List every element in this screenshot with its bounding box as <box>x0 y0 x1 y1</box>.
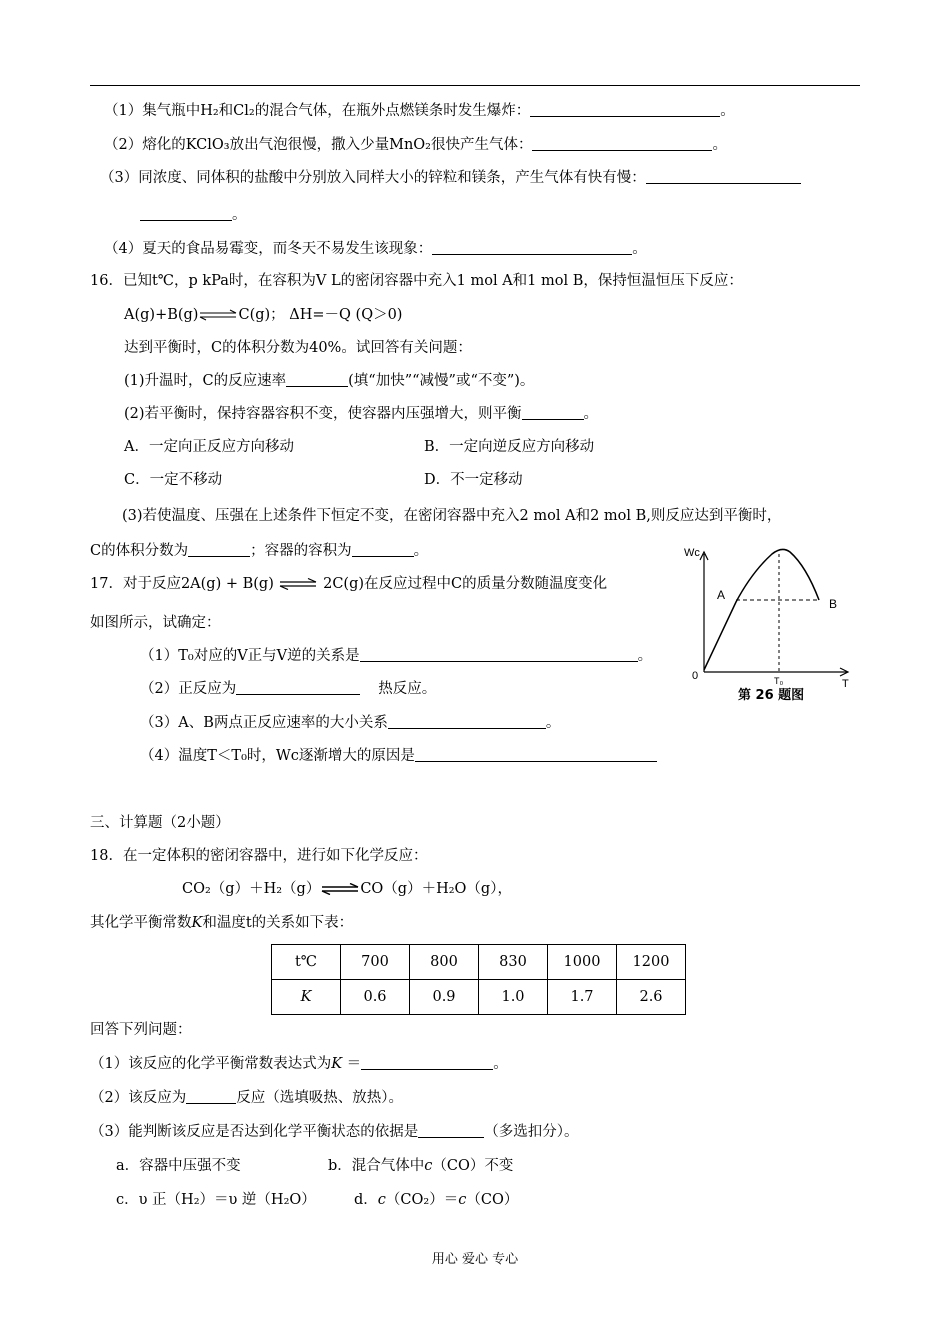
x-axis-label: T <box>842 678 849 690</box>
wc-curve <box>704 549 819 670</box>
table-cell: 700 <box>341 945 410 980</box>
q16-part2: (2)若平衡时，保持容器容积不变，使容器内压强增大，则平衡 。 <box>124 406 599 422</box>
answer-blank[interactable] <box>415 747 657 762</box>
q16-option-d: D．不一定移动 <box>424 472 523 488</box>
table-cell: 2.6 <box>617 980 686 1015</box>
table-cell: 1000 <box>548 945 617 980</box>
section-title: 三、计算题（2小题） <box>90 815 230 831</box>
q15-part4: （4）夏天的食品易霉变，而冬天不易发生该现象： 。 <box>104 241 647 257</box>
q18-equation: CO₂（g）＋H₂（g） CO（g）＋H₂O（g）， <box>182 881 512 897</box>
table-row <box>272 945 686 980</box>
q17-statement: 如图所示，试确定： <box>90 615 221 631</box>
table-cell: 830 <box>479 945 548 980</box>
q15-part3-cont: 。 <box>140 205 247 225</box>
q16-option-a: A．一定向正反应方向移动 <box>124 439 294 455</box>
answer-blank[interactable] <box>418 1123 484 1138</box>
answer-blank[interactable] <box>140 206 232 221</box>
answer-blank[interactable] <box>432 240 632 255</box>
q17-part3: （3）A、B两点正反应速率的大小关系 。 <box>140 715 561 731</box>
q18-part3: （3）能判断该反应是否达到化学平衡状态的依据是 （多选扣分）。 <box>90 1124 579 1140</box>
q16-statement: 达到平衡时，C的体积分数为40%。试回答有关问题： <box>124 340 472 356</box>
answer-blank[interactable] <box>352 542 414 557</box>
answer-blank[interactable] <box>388 714 546 729</box>
table-cell: t℃ <box>272 945 341 980</box>
q16-option-c: C．一定不移动 <box>124 472 223 488</box>
q16-part3: (3)若使温度、压强在上述条件下恒定不变，在密闭容器中充入2 mol A和2 mol B,则反应达到平衡时， <box>122 508 782 524</box>
answer-blank[interactable] <box>361 1055 493 1070</box>
answer-blank[interactable] <box>360 647 638 662</box>
answer-blank[interactable] <box>532 136 712 151</box>
answer-blank[interactable] <box>522 405 584 420</box>
table-cell: 0.6 <box>341 980 410 1015</box>
q17-part4: （4）温度T＜T₀时，Wc逐渐增大的原因是 <box>140 746 657 766</box>
answer-blank[interactable] <box>530 102 720 117</box>
q18-part1: （1）该反应的化学平衡常数表达式为K ＝ 。 <box>90 1056 508 1072</box>
q18-option-a: a．容器中压强不变 <box>116 1158 241 1174</box>
q16-option-b: B．一定向逆反应方向移动 <box>424 439 595 455</box>
equilibrium-arrow-icon <box>198 309 238 321</box>
table-cell: 1.7 <box>548 980 617 1015</box>
answer-blank[interactable] <box>188 542 250 557</box>
answer-blank[interactable] <box>646 169 801 184</box>
y-axis-label: Wc <box>684 547 700 559</box>
answer-blank[interactable] <box>286 372 348 387</box>
q15-part2: （2）熔化的KClO₃放出气泡很慢，撒入少量MnO₂很快产生气体： 。 <box>104 137 727 153</box>
q16-intro: 16．已知t℃，p kPa时，在容积为V L的密闭容器中充入1 mol A和1 mol B，保持恒温恒压下反应： <box>90 273 743 289</box>
q17-intro: 17．对于反应2A(g) + B(g) 2C(g)在反应过程中C的质量分数随温度变化 <box>90 576 608 592</box>
figure-caption: 第 26 题图 <box>738 688 805 703</box>
equilibrium-arrow-icon <box>320 883 360 895</box>
t0-label: T₀ <box>774 676 784 686</box>
origin-label: 0 <box>692 670 699 682</box>
table-cell: 1.0 <box>479 980 548 1015</box>
point-a-label: A <box>717 588 726 602</box>
answer-blank[interactable] <box>186 1089 236 1104</box>
q18-table-intro: 其化学平衡常数K和温度t的关系如下表： <box>90 915 354 931</box>
point-b-label: B <box>829 597 838 611</box>
q18-prompt: 回答下列问题： <box>90 1022 192 1038</box>
equilibrium-constant-table <box>271 944 686 1015</box>
header-rule <box>90 85 860 86</box>
table-row <box>272 980 686 1015</box>
table-cell: 0.9 <box>410 980 479 1015</box>
answer-blank[interactable] <box>236 680 360 695</box>
q18-option-c: c．υ 正（H₂）＝υ 逆（H₂O） <box>116 1192 316 1208</box>
q18-option-b: b．混合气体中c（CO）不变 <box>328 1158 514 1174</box>
page-footer: 用心 爱心 专心 <box>431 1252 519 1267</box>
q18-option-d: d．c（CO₂）＝c（CO） <box>354 1192 519 1208</box>
q18-part2: （2）该反应为 反应（选填吸热、放热）。 <box>90 1090 403 1106</box>
q15-part1: （1）集气瓶中H₂和Cl₂的混合气体，在瓶外点燃镁条时发生爆炸： 。 <box>104 103 735 119</box>
q16-part1: (1)升温时，C的反应速率 (填“加快”“减慢”或“不变”)。 <box>124 373 535 389</box>
q16-equation: A(g)+B(g) C(g)； ΔH=－Q (Q＞0) <box>124 307 403 323</box>
table-cell: 1200 <box>617 945 686 980</box>
wc-temperature-graph <box>682 542 862 707</box>
q17-part2: （2）正反应为 热反应。 <box>140 681 437 697</box>
q17-part1: （1）T₀对应的V正与V逆的关系是 。 <box>140 648 653 664</box>
equilibrium-arrow-icon <box>278 578 318 590</box>
q15-part3: （3）同浓度、同体积的盐酸中分别放入同样大小的锌粒和镁条，产生气体有快有慢： <box>100 168 801 188</box>
table-cell: K <box>272 980 341 1015</box>
q18-intro: 18．在一定体积的密闭容器中，进行如下化学反应： <box>90 848 428 864</box>
q16-part3-cont: C的体积分数为 ；容器的容积为 。 <box>90 543 429 559</box>
table-cell: 800 <box>410 945 479 980</box>
